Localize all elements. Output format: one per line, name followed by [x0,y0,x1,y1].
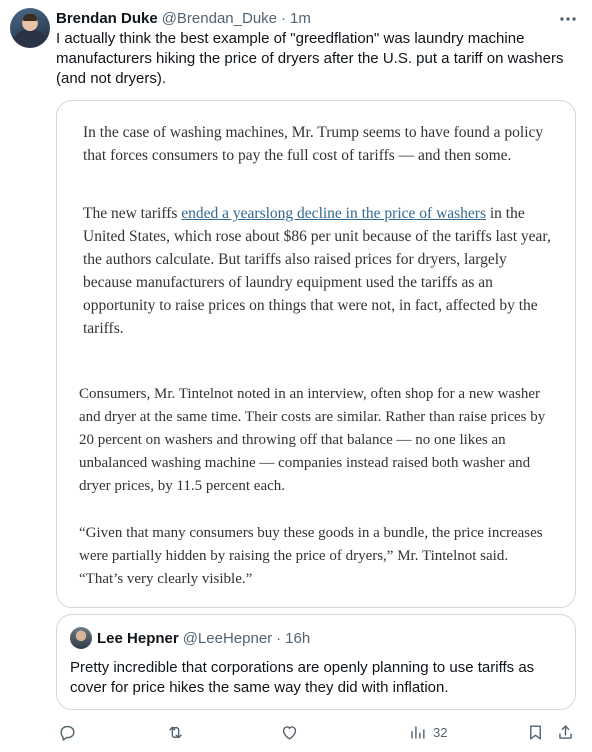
article-paragraph-3: Consumers, Mr. Tintelnot noted in an interview, often shop for a new washer and dryer at the same time. Their costs are similar. Rather than raise prices by 20 percent on washers and throwing off that balance — no one likes an unbalanced washing machine — companies instead raised both washer and dryer prices, by 11.5 percent each. [79,386,546,494]
tweet-actions-bar [56,718,580,746]
views-count: 32 [433,724,448,740]
article-link[interactable]: ended a yearslong decline in the price of washers [181,205,486,222]
author-avatar[interactable] [10,8,50,48]
reply-icon [58,723,77,742]
quoted-tweet-text: Pretty incredible that corporations are openly planning to use tariffs as cover for price hikes the same way they did with inflation. [70,659,535,696]
author-name[interactable]: Brendan Duke [56,9,158,27]
reply-button[interactable] [58,718,77,746]
retweet-icon [166,723,185,742]
article-screenshot[interactable] [56,100,576,608]
like-icon [280,723,299,742]
article-paragraph-2-intro: The new tariffs [83,205,182,222]
like-button[interactable] [280,718,299,746]
article-paragraph-2 [83,202,553,340]
tweet-text: I actually think the best example of "greedflation" was laundry machine manufacturers hiking the price of dryers after the U.S. put a tariff on washers (and not dryers). [56,30,564,87]
quoted-tweet[interactable] [56,614,576,710]
more-horizontal-icon[interactable] [558,10,578,28]
tweet-header [56,8,311,28]
bookmark-icon [526,723,545,742]
quoted-tweet-header [97,628,310,648]
quoted-author-avatar [70,627,92,649]
views-icon [408,723,427,742]
quoted-author-handle: @LeeHepner [182,629,273,647]
share-button[interactable] [556,718,575,746]
quoted-tweet-timestamp: 16h [285,629,311,647]
retweet-button[interactable] [166,718,185,746]
quoted-separator-dot: · [276,629,282,647]
author-handle[interactable]: @Brendan_Duke [161,9,278,27]
quoted-author-name: Lee Hepner [97,629,179,647]
share-icon [556,723,575,742]
article-paragraph-4: “Given that many consumers buy these goods in a bundle, the price increases were partially hidden by raising the price of dryers,” Mr. Tintelnot said. “That’s very clearly visible.” [79,525,543,587]
tweet-timestamp[interactable]: 1m [290,9,311,27]
article-paragraph-2-rest: in the United States, which rose about $86 per unit because of the tariffs last year, the authors calculate. But tariffs also raised prices for dryers, largely because manufacturers of laundry equipment used the tariffs as an opportunity to raise prices on things that were not, in fact, affected by the tariffs. [83,205,551,337]
bookmark-button[interactable] [526,718,545,746]
views-button[interactable] [408,718,447,746]
article-paragraph-1: In the case of washing machines, Mr. Trump seems to have found a policy that forces consumers to pay the full cost of tariffs — and then some. [83,124,544,164]
separator-dot: · [281,9,287,27]
